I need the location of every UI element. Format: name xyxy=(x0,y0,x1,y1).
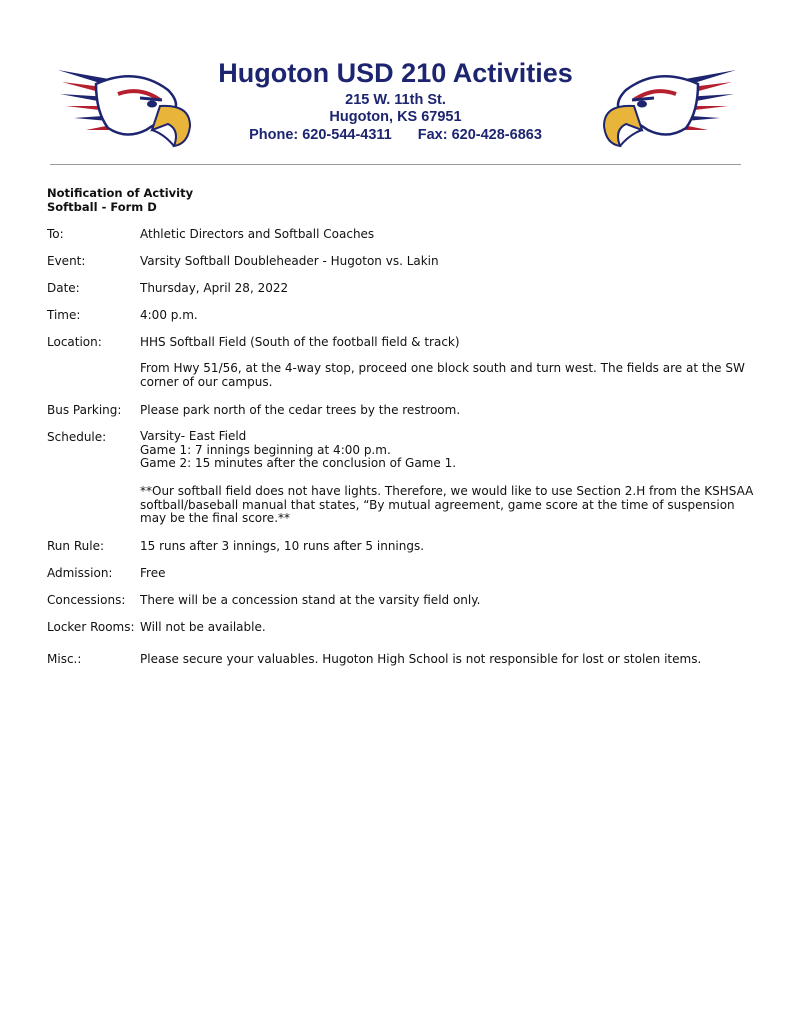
field-label: Locker Rooms: xyxy=(47,620,135,634)
note-line: softball/baseball manual that states, “By mutual agreement, game score at the time of suspension xyxy=(140,497,735,512)
form-heading-subtitle: Softball - Form D xyxy=(47,200,157,214)
eagle-head-icon xyxy=(598,60,738,152)
header-divider xyxy=(50,164,741,165)
phone-number: Phone: 620-544-4311 xyxy=(249,127,392,143)
location-directions xyxy=(140,362,750,389)
letterhead xyxy=(0,0,791,170)
schedule-note xyxy=(140,484,754,526)
form-heading-title: Notification of Activity xyxy=(47,186,194,200)
field-value: Free xyxy=(140,566,166,580)
field-value: Will not be available. xyxy=(140,620,266,634)
note-line: **Our softball field does not have lights. Therefore, we would like to use Section 2.H from the KSHSAA xyxy=(140,484,754,498)
field-value: Please secure your valuables. Hugoton High School is not responsible for lost or stolen items. xyxy=(140,652,702,666)
schedule-line: Game 2: 15 minutes after the conclusion of Game 1. xyxy=(140,456,457,470)
field-label: Date: xyxy=(47,281,80,295)
field-value: There will be a concession stand at the varsity field only. xyxy=(140,593,481,607)
eagle-logo-right xyxy=(598,60,738,152)
directions-line: corner of our campus. xyxy=(140,374,273,389)
field-label: Event: xyxy=(47,254,86,268)
directions-line: From Hwy 51/56, at the 4-way stop, proceed one block south and turn west. The fields are at the SW xyxy=(140,361,745,375)
field-value: Varsity Softball Doubleheader - Hugoton vs. Lakin xyxy=(140,254,439,268)
field-label: To: xyxy=(47,227,64,241)
field-value: 4:00 p.m. xyxy=(140,308,198,322)
address-city: Hugoton, KS 67951 xyxy=(329,109,462,125)
schedule-line: Varsity- East Field xyxy=(140,429,247,443)
field-label: Misc.: xyxy=(47,652,82,666)
field-value: Please park north of the cedar trees by the restroom. xyxy=(140,403,461,417)
fax-number: Fax: 620-428-6863 xyxy=(417,127,542,143)
field-label: Run Rule: xyxy=(47,539,104,553)
field-label: Time: xyxy=(47,308,81,322)
page-title: Hugoton USD 210 Activities xyxy=(218,58,573,88)
schedule-details xyxy=(140,430,750,471)
schedule-line: Game 1: 7 innings beginning at 4:00 p.m. xyxy=(140,442,391,457)
field-label: Bus Parking: xyxy=(47,403,122,417)
note-line: may be the final score.** xyxy=(140,511,291,525)
field-label: Schedule: xyxy=(47,430,107,444)
field-label: Concessions: xyxy=(47,593,126,607)
field-value: 15 runs after 3 innings, 10 runs after 5 innings. xyxy=(140,539,425,553)
field-value: Athletic Directors and Softball Coaches xyxy=(140,227,375,241)
field-value: Thursday, April 28, 2022 xyxy=(140,281,289,295)
form-heading xyxy=(47,186,193,214)
address-street: 215 W. 11th St. xyxy=(345,92,446,108)
field-label: Location: xyxy=(47,335,102,349)
field-label: Admission: xyxy=(47,566,113,580)
field-value: HHS Softball Field (South of the football field & track) xyxy=(140,335,460,349)
